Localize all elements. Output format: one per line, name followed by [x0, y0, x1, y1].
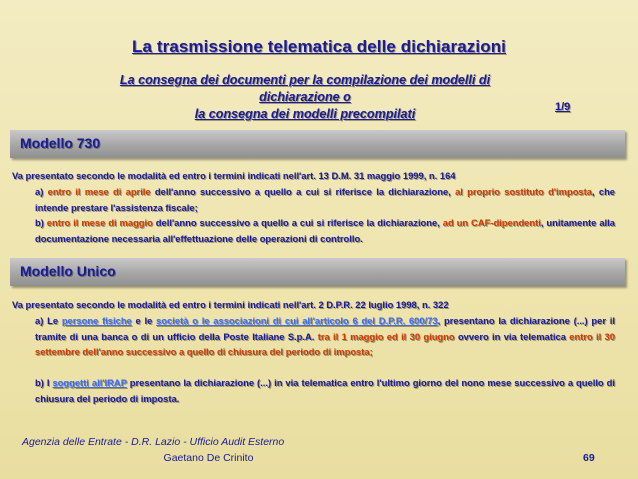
subtitle-line-1: La consegna dei documenti per la compilazione dei modelli di	[119, 73, 491, 87]
footer-organization: Agenzia delle Entrate - D.R. Lazio - Ufficio Audit Esterno	[22, 436, 285, 448]
slide-title: La trasmissione telematica delle dichiarazioni	[131, 37, 507, 56]
modello-730-intro: Va presentato secondo le modalità ed entro i termini indicati nell'art. 13 D.M. 31 maggio 1999, n. 164	[12, 170, 456, 181]
modello-unico-item-b: b) I soggetti all'IRAP presentano la dichiarazione (...) in via telematica entro l'ultimo giorno del nono mese successivo a quello di chiusura del periodo di imposta.	[35, 377, 615, 404]
soggetti-irap-link[interactable]: soggetti all'IRAP	[52, 377, 127, 388]
page-indicator-link[interactable]: 1/9	[555, 101, 571, 113]
modello-730-item-b: b) entro il mese di maggio dell'anno successivo a quello a cui si riferisce la dichiarazione, ad un CAF-dipendenti, unitamente alla documentazione necessaria all'effettuazione delle operazioni di controllo.	[35, 217, 615, 244]
section-header-modello-730	[10, 130, 625, 158]
footer-author: Gaetano De Crinito	[163, 452, 254, 464]
footer-page-number: 69	[583, 452, 595, 464]
section-header-modello-unico	[10, 258, 625, 286]
section-title-modello-unico: Modello Unico	[20, 263, 116, 279]
modello-730-item-a: a) entro il mese di aprile dell'anno successivo a quello a cui si riferisce la dichiarazione, al proprio sostituto d'imposta, che intende prestare l'assistenza fiscale;	[35, 186, 616, 213]
section-title-modello-730: Modello 730	[20, 135, 101, 151]
modello-unico-item-a: a) Le persone fisiche e le società o le associazioni di cui all'articolo 6 del D.P.R. 600/73, presentano la dichiarazione (...) per il tramite di una banca o di un ufficio della Poste Italiane S.p.A. tra il 1 maggio ed il 30 giugno ovvero in via telematica entro il 30 settembre dell'anno successivo a quello di chiusura del periodo di imposta;	[35, 315, 615, 357]
modello-unico-intro: Va presentato secondo le modalità ed entro i termini indicati nell'art. 2 D.P.R. 22 luglio 1998, n. 322	[12, 299, 449, 310]
societa-associazioni-link[interactable]: società o le associazioni di cui all'articolo 6 del D.P.R. 600/73	[156, 315, 438, 326]
subtitle-line-2: dichiarazione o	[259, 90, 351, 104]
persone-fisiche-link[interactable]: persone fisiche	[61, 315, 132, 326]
subtitle-line-3: la consegna dei modelli precompilati	[194, 107, 416, 121]
